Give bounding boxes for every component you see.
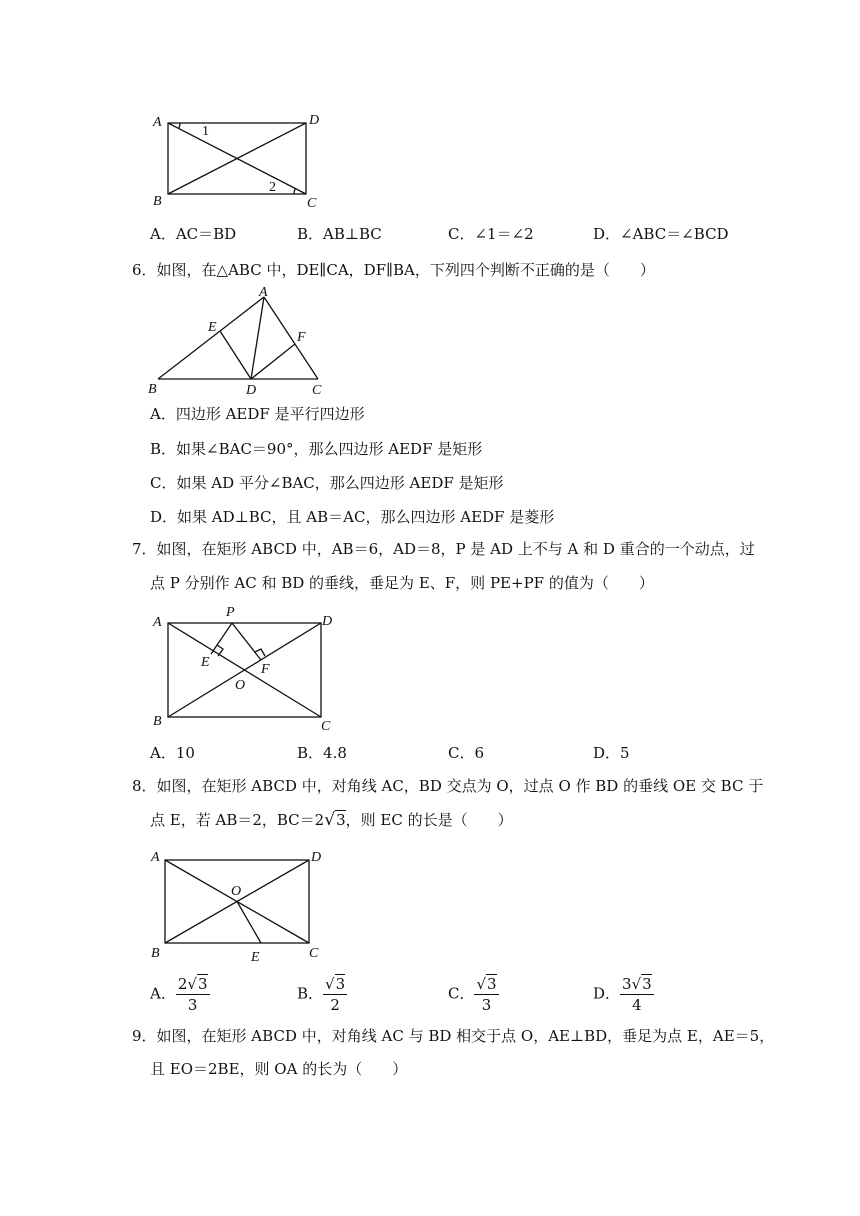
q8-label-e: E [251,950,260,965]
q5-label-a: A [153,115,162,130]
q6-label-c: C [312,383,322,398]
q5-option-c: C．∠1＝∠2 [448,225,534,243]
q8-sqrt-radicand: 3 [336,811,346,829]
q8-option-a-radicand: 3 [197,975,208,993]
q8-sqrt-sign: √ [324,810,336,830]
q6-side-ab [158,297,264,379]
q7-stem-line2: 点 P 分别作 AC 和 BD 的垂线，垂足为 E、F，则 PE+PF 的值为（ ） [150,574,654,592]
q7-option-b: B．4.8 [297,744,347,762]
q8-option-c-letter: C． [448,984,475,1003]
q8-label-d: D [311,850,322,865]
q9-stem-line2: 且 EO＝2BE，则 OA 的长为（ ） [150,1060,408,1078]
q8-option-d-fraction: $\frac{3√3}{4}$ [622,975,652,1014]
q8-option-b-radicand: 3 [335,975,346,993]
q8-option-a [150,974,210,1015]
q8-label-a: A [151,850,160,865]
q8-stem-line2 [150,810,513,830]
q7-option-c: C．6 [448,744,485,762]
q8-option-a-coef: 2 [177,975,188,993]
q5-label-2: 2 [269,180,276,195]
q7-label-e: E [201,655,210,670]
q5-label-d: D [309,113,320,128]
q8-stem-line2-part-b: ，则 EC 的长是（ ） [345,811,513,829]
q8-label-b: B [151,946,160,961]
q8-option-d-radicand: 3 [642,975,652,993]
q6-option-b: B．如果∠BAC＝90°，那么四边形 AEDF 是矩形 [150,440,483,458]
q8-option-c [448,974,499,1015]
q6-segment-ad [251,297,264,379]
q6-label-a: A [259,285,268,300]
q7-label-o: O [235,678,246,693]
q7-label-c: C [321,719,331,733]
q6-label-b: B [148,382,157,397]
q8-option-a-denominator: 3 [187,996,198,1014]
q5-angle-2-arc [294,189,295,195]
q8-option-b-letter: B． [297,984,324,1003]
q6-segment-de [220,331,251,379]
q8-option-d-denominator: 4 [632,996,642,1014]
q7-label-p: P [226,605,235,620]
q8-option-c-denominator: 3 [481,996,492,1014]
q5-label-1: 1 [202,124,209,139]
q8-stem-line2-part-a: 点 E，若 AB＝2，BC＝2 [150,811,325,829]
q7-rectangle-figure [145,603,345,733]
q7-label-a: A [153,615,162,630]
q6-label-d: D [246,383,257,398]
q6-label-f: F [297,330,306,345]
q9-stem-line1: 9．如图，在矩形 ABCD 中，对角线 AC 与 BD 相交于点 O，AE⊥BD，垂足为点 E，AE＝5， [132,1027,775,1045]
q6-option-c: C．如果 AD 平分∠BAC，那么四边形 AEDF 是矩形 [150,474,504,492]
q8-option-b [297,974,347,1015]
q6-triangle-figure [140,283,340,401]
q5-angle-1-arc [179,123,180,129]
q8-option-d-letter: D． [593,984,621,1003]
q6-segment-df [251,344,295,379]
q5-option-d: D．∠ABC＝∠BCD [593,225,729,243]
q5-option-a: A．AC＝BD [150,225,237,243]
q6-side-ac [264,297,318,379]
q6-label-e: E [208,320,217,335]
q5-label-b: B [153,194,162,209]
q8-rectangle-figure [145,843,335,965]
q7-label-d: D [322,614,333,629]
q7-segment-pe [211,623,232,654]
q8-option-c-fraction: $\frac{√3}{3}$ [476,975,497,1014]
q7-stem-line1: 7．如图，在矩形 ABCD 中，AB＝6，AD＝8，P 是 AD 上不与 A 和 D 重合的一个动点，过 [132,540,755,558]
q8-label-o: O [231,884,242,899]
q8-option-d [593,974,654,1015]
q7-option-a: A．10 [150,744,195,762]
q7-option-d: D．5 [593,744,630,762]
q7-label-f: F [261,662,270,677]
q8-option-c-radicand: 3 [487,975,497,993]
q7-label-b: B [153,714,162,729]
q5-rectangle-figure [145,105,335,215]
q6-option-a: A．四边形 AEDF 是平行四边形 [150,405,365,423]
q8-option-a-fraction: $\frac{2√3}{3}$ [177,975,208,1014]
q8-option-b-denominator: 2 [330,996,340,1014]
q7-segment-pf [232,623,261,660]
q8-option-d-coef: 3 [622,975,632,993]
q8-stem-line1: 8．如图，在矩形 ABCD 中，对角线 AC，BD 交点为 O，过点 O 作 BD 的垂线 OE 交 BC 于 [132,777,764,795]
q6-stem: 6．如图，在△ABC 中，DE∥CA，DF∥BA，下列四个判断不正确的是（ ） [132,261,655,279]
q5-label-c: C [307,196,317,211]
q8-option-a-letter: A． [150,984,176,1003]
q6-option-d: D．如果 AD⊥BC，且 AB＝AC，那么四边形 AEDF 是菱形 [150,508,555,526]
q5-option-b: B．AB⊥BC [297,225,382,243]
q8-option-b-fraction: $\frac{√3}{2}$ [325,975,346,1014]
q8-label-c: C [309,946,319,961]
